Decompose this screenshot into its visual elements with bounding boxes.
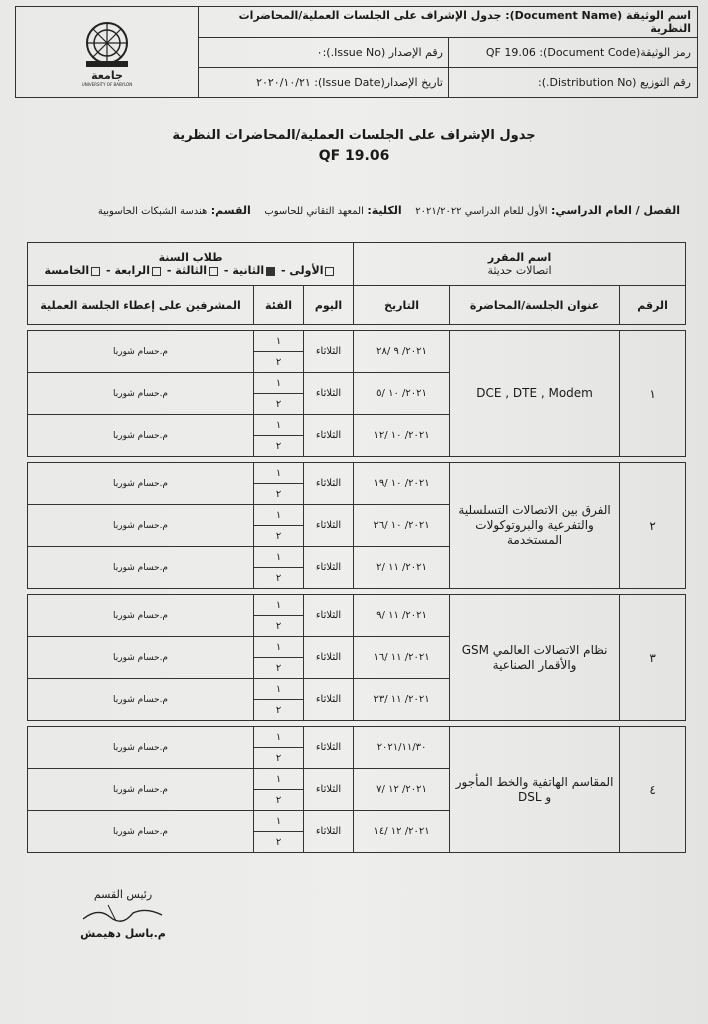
supervisor: م.حسام شوربا: [28, 727, 254, 769]
signature-mark: [78, 901, 168, 927]
year-separator: -: [166, 264, 172, 277]
session-date: ٢٠٢١/ ١٠ /٢٦: [354, 505, 450, 547]
group-2: ٢: [254, 748, 304, 769]
group-1: ١: [254, 415, 304, 436]
session-title: DCE , DTE , Modem: [450, 331, 620, 457]
table-row: [28, 727, 686, 748]
session-date: ٢٠٢١/ ١١ /١٦: [354, 637, 450, 679]
checkbox-year-1[interactable]: [325, 267, 334, 276]
supervision-table: [27, 242, 685, 853]
session-number: ٢: [620, 463, 686, 589]
session-date: ٢٠٢١/ ١١ /٢: [354, 547, 450, 589]
col-title: عنوان الجلسة/المحاضرة: [450, 286, 620, 325]
supervisor: م.حسام شوربا: [28, 505, 254, 547]
session-day: الثلاثاء: [304, 679, 354, 721]
session-day: الثلاثاء: [304, 505, 354, 547]
session-date: ٢٠٢١/ ١٢ /١٤: [354, 811, 450, 853]
table-row: [28, 595, 686, 616]
header-row-1: [198, 7, 697, 38]
group-2: ٢: [254, 832, 304, 853]
col-group: الفئة: [254, 286, 304, 325]
checkbox-year-2[interactable]: [266, 267, 275, 276]
group-1: ١: [254, 595, 304, 616]
session-date: ٢٠٢١/ ١٠ /١٩: [354, 463, 450, 505]
session-day: الثلاثاء: [304, 331, 354, 373]
session-date: ٢٠٢١/ ١٢ /٧: [354, 769, 450, 811]
supervisor: م.حسام شوربا: [28, 415, 254, 457]
college-label: الكلية:: [367, 204, 402, 217]
group-2: ٢: [254, 484, 304, 505]
column-header-row: [28, 286, 686, 325]
session-day: الثلاثاء: [304, 415, 354, 457]
year-cell: [28, 243, 354, 286]
session-date: ٢٠٢١/١١/٣٠: [354, 727, 450, 769]
group-2: ٢: [254, 568, 304, 589]
year-label: طلاب السنة: [158, 251, 223, 264]
dept-value: هندسة الشبكات الحاسوبية: [97, 206, 208, 217]
group-1: ١: [254, 727, 304, 748]
group-1: ١: [254, 769, 304, 790]
college-value: المعهد التقاني للحاسوب: [264, 206, 364, 217]
year-option-label: الثالثة: [175, 264, 208, 277]
supervisor: م.حسام شوربا: [28, 595, 254, 637]
session-title: المقاسم الهاتفية والخط المأجور و DSL: [450, 727, 620, 853]
signature-scribble-icon: [78, 901, 168, 927]
session-number: ٣: [620, 595, 686, 721]
university-logo-icon: [72, 17, 142, 87]
year-option-label: الأولى: [289, 264, 324, 277]
group-1: ١: [254, 637, 304, 658]
issue-number: رقم الإصدار (Issue No.):٠: [316, 45, 443, 59]
table-row: [28, 463, 686, 484]
supervisor: م.حسام شوربا: [28, 463, 254, 505]
col-no: الرقم: [620, 286, 686, 325]
checkbox-year-4[interactable]: [152, 267, 161, 276]
group-2: ٢: [254, 790, 304, 811]
session-title: نظام الاتصالات العالمي GSM والأقمار الصناعية: [450, 595, 620, 721]
col-supervisors: المشرفين على إعطاء الجلسة العملية: [28, 286, 254, 325]
page-title: جدول الإشراف على الجلسات العملية/المحاضرات النظرية: [172, 128, 536, 143]
group-1: ١: [254, 811, 304, 832]
session-day: الثلاثاء: [304, 769, 354, 811]
table-row: [28, 331, 686, 352]
group-2: ٢: [254, 700, 304, 721]
semester-value: الأول للعام الدراسي ٢٠٢١/٢٠٢٢: [415, 206, 548, 217]
session-date: ٢٠٢١/ ١٠ /١٢: [354, 415, 450, 457]
group-1: ١: [254, 547, 304, 568]
group-1: ١: [254, 331, 304, 352]
group-1: ١: [254, 679, 304, 700]
document-code: رمز الوثيقة(Document Code): QF 19.06: [448, 37, 697, 67]
session-day: الثلاثاء: [304, 811, 354, 853]
year-option-label: الثانية: [232, 264, 265, 277]
checkbox-year-3[interactable]: [209, 267, 218, 276]
year-separator: -: [106, 264, 111, 277]
svg-text:جامعة: جامعة: [91, 69, 123, 82]
session-title: الفرق بين الاتصالات التسلسلية والتفرعية والبروتوكولات المستخدمة: [450, 463, 620, 589]
signature-block: [78, 888, 168, 940]
col-day: اليوم: [304, 286, 354, 325]
checkbox-year-5[interactable]: [91, 267, 100, 276]
col-date: التاريخ: [354, 286, 450, 325]
session-day: الثلاثاء: [304, 373, 354, 415]
supervisor: م.حسام شوربا: [28, 331, 254, 373]
session-day: الثلاثاء: [304, 547, 354, 589]
group-2: ٢: [254, 394, 304, 415]
info-line: [88, 204, 680, 217]
dept-label: القسم:: [210, 204, 251, 217]
session-date: ٢٠٢١/ ١١ /٩: [354, 595, 450, 637]
header-row-3: [198, 67, 697, 97]
group-2: ٢: [254, 352, 304, 373]
course-row: [28, 243, 686, 286]
supervisor: م.حسام شوربا: [28, 637, 254, 679]
course-cell: [354, 243, 686, 286]
group-2: ٢: [254, 658, 304, 679]
signature-role: رئيس القسم: [93, 888, 153, 901]
document-header: [15, 6, 698, 98]
session-day: الثلاثاء: [304, 595, 354, 637]
supervisor: م.حسام شوربا: [28, 769, 254, 811]
course-label: اسم المقرر: [487, 251, 552, 264]
group-2: ٢: [254, 436, 304, 457]
year-options: [28, 264, 353, 277]
group-1: ١: [254, 463, 304, 484]
supervisor: م.حسام شوربا: [28, 373, 254, 415]
header-row-2: [198, 37, 697, 68]
session-day: الثلاثاء: [304, 727, 354, 769]
signature-name: م.باسل دهيمش: [80, 927, 166, 940]
session-number: ١: [620, 331, 686, 457]
session-day: الثلاثاء: [304, 463, 354, 505]
session-date: ٢٠٢١/ ٩ /٢٨: [354, 331, 450, 373]
document-name: اسم الوثيقة (Document Name): جدول الإشراف على الجلسات العملية/المحاضرات النظرية: [238, 9, 691, 35]
year-separator: -: [223, 264, 229, 277]
issue-date: تاريخ الإصدار(Issue Date): ٢٠٢٠/١٠/٢١: [256, 75, 443, 89]
supervisor: م.حسام شوربا: [28, 547, 254, 589]
year-option-label: الرابعة: [114, 264, 150, 277]
group-2: ٢: [254, 526, 304, 547]
session-date: ٢٠٢١/ ١٠ /٥: [354, 373, 450, 415]
group-2: ٢: [254, 616, 304, 637]
group-1: ١: [254, 373, 304, 394]
year-separator: -: [281, 264, 286, 277]
session-number: ٤: [620, 727, 686, 853]
svg-text:UNIVERSITY OF BABYLON: UNIVERSITY OF BABYLON: [81, 82, 133, 87]
document-code-title: QF 19.06: [318, 148, 390, 164]
session-date: ٢٠٢١/ ١١ /٢٣: [354, 679, 450, 721]
supervisor: م.حسام شوربا: [28, 679, 254, 721]
logo-cell: [16, 7, 199, 97]
session-day: الثلاثاء: [304, 637, 354, 679]
year-option-label: الخامسة: [44, 264, 90, 277]
semester-label: الفصل / العام الدراسي:: [551, 204, 680, 217]
supervisor: م.حسام شوربا: [28, 811, 254, 853]
distribution-number: رقم التوزيع (Distribution No.):: [448, 67, 697, 97]
group-1: ١: [254, 505, 304, 526]
course-value: اتصالات حديثة: [487, 264, 552, 277]
